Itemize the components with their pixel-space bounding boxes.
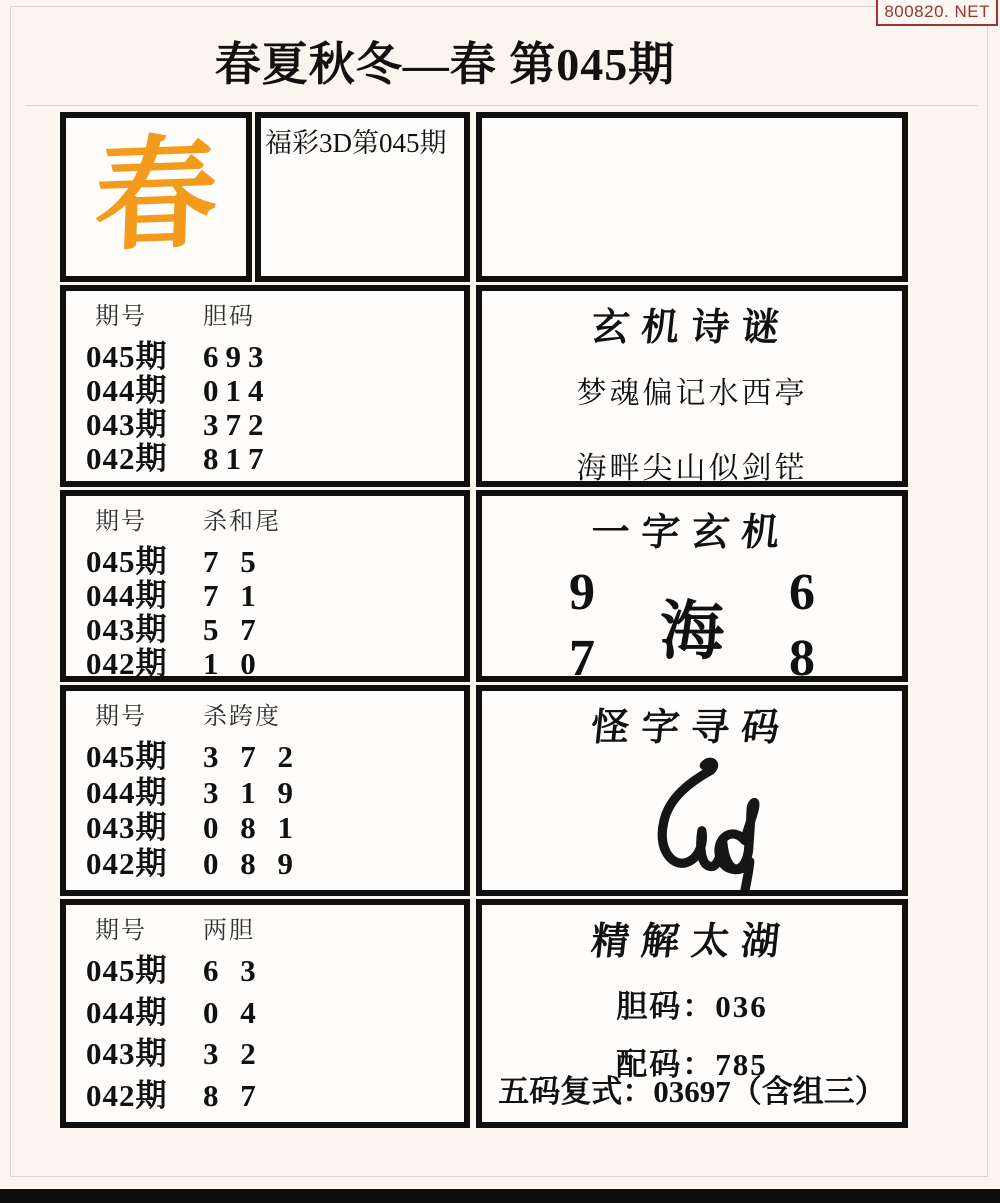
section-shakuadu-rows [86,731,458,881]
row-value: 8 7 [203,1077,263,1113]
title-divider-line [26,105,978,106]
column-header-issue: 期号 [95,918,147,944]
taihu-dan-line: 胆码：036 [616,989,768,1024]
row-issue: 043期 [86,612,168,647]
row-issue: 043期 [86,810,168,846]
row-value: 3 7 2 [203,739,300,774]
one-char-center: 海 [660,596,724,667]
table-row [86,374,458,408]
row-value: 7 1 [203,578,263,613]
poem-line-2: 海畔尖山似剑铓 [576,452,808,485]
column-header-issue: 期号 [95,704,147,730]
table-row [86,545,458,579]
row-issue: 042期 [86,845,168,881]
one-char-number-grid [537,560,847,682]
section-poem-title: 玄机诗谜 [589,307,794,349]
section-one-char-title: 一字玄机 [589,512,794,554]
taihu-five-code-line: 五码复式：03697（含组三） [498,1074,886,1109]
table-row [86,1079,458,1113]
one-char-bottom-left: 7 [569,630,595,682]
section-liangdan-rows [86,945,458,1113]
section-one-char [476,490,908,682]
section-danma [60,285,470,487]
row-issue: 042期 [86,646,168,681]
column-header-liangdan: 两胆 [203,918,255,944]
row-issue: 042期 [86,441,168,476]
scan-bottom-edge [0,1189,1000,1203]
row-value: 817 [203,441,271,476]
one-char-top-right: 6 [789,564,815,621]
column-header-issue: 期号 [95,304,147,330]
table-row [86,647,458,681]
one-char-top-left: 9 [569,564,595,621]
row-value: 693 [203,339,271,374]
row-value: 7 5 [203,544,263,579]
row-issue: 042期 [86,1077,168,1113]
section-shaheiwei-rows [86,536,458,681]
row-issue: 045期 [86,544,168,579]
issue-label: 福彩3D第045期 [265,128,447,158]
section-danma-rows [86,331,458,476]
section-liangdan [60,899,470,1128]
section-shaheiwei-header [86,501,458,536]
taihu-pei-line: 配码：785 [616,1047,768,1082]
issue-label-box [255,112,470,282]
row-value: 1 0 [203,646,263,681]
section-strange-char [476,685,908,896]
row-issue: 043期 [86,1036,168,1072]
table-row [86,408,458,442]
table-row [86,776,458,810]
section-shakuadu-header [86,696,458,731]
column-header-shaheiwei: 杀和尾 [203,509,281,535]
row-value: 5 7 [203,612,263,647]
table-row [86,613,458,647]
section-shaheiwei [60,490,470,682]
row-value: 0 4 [203,994,263,1030]
row-issue: 045期 [86,339,168,374]
spring-calligraphy-icon: 春 [92,126,220,267]
row-value: 0 8 9 [203,845,300,881]
row-issue: 044期 [86,994,168,1030]
row-value: 3 1 9 [203,774,300,810]
table-row [86,1037,458,1071]
table-row [86,811,458,845]
page-title: 春夏秋冬—春 第045期 [214,39,676,90]
row-issue: 045期 [86,953,168,988]
one-char-bottom-right: 8 [789,630,815,682]
poem-line-1: 梦魂偏记水西亭 [576,377,808,410]
column-header-issue: 期号 [95,509,147,535]
site-watermark: 800820. NET [876,0,998,26]
strange-character-glyph [482,757,902,896]
section-taihu-title: 精解太湖 [589,921,794,963]
spring-logo-box [60,112,252,282]
row-issue: 045期 [86,739,168,774]
header-right-empty-box [476,112,908,282]
row-issue: 044期 [86,578,168,613]
section-poem [476,285,908,487]
row-issue: 044期 [86,373,168,408]
row-issue: 044期 [86,774,168,810]
section-strange-char-title: 怪字寻码 [589,707,794,749]
header-left-cell [60,112,470,282]
row-value: 014 [203,373,271,408]
section-taihu [476,899,908,1128]
row-value: 3 2 [203,1036,263,1072]
row-value: 372 [203,407,271,442]
table-row [86,954,458,988]
section-shakuadu [60,685,470,896]
table-row [86,442,458,476]
section-danma-header [86,296,458,331]
table-row [86,579,458,613]
row-value: 6 3 [203,953,263,988]
column-header-shakuadu: 杀跨度 [203,704,281,730]
table-row [86,340,458,374]
section-liangdan-header [86,910,458,945]
table-row [86,740,458,774]
column-header-danma: 胆码 [203,304,255,330]
row-value: 0 8 1 [203,810,300,846]
table-row [86,847,458,881]
row-issue: 043期 [86,407,168,442]
main-table [60,112,908,1128]
table-row [86,996,458,1030]
